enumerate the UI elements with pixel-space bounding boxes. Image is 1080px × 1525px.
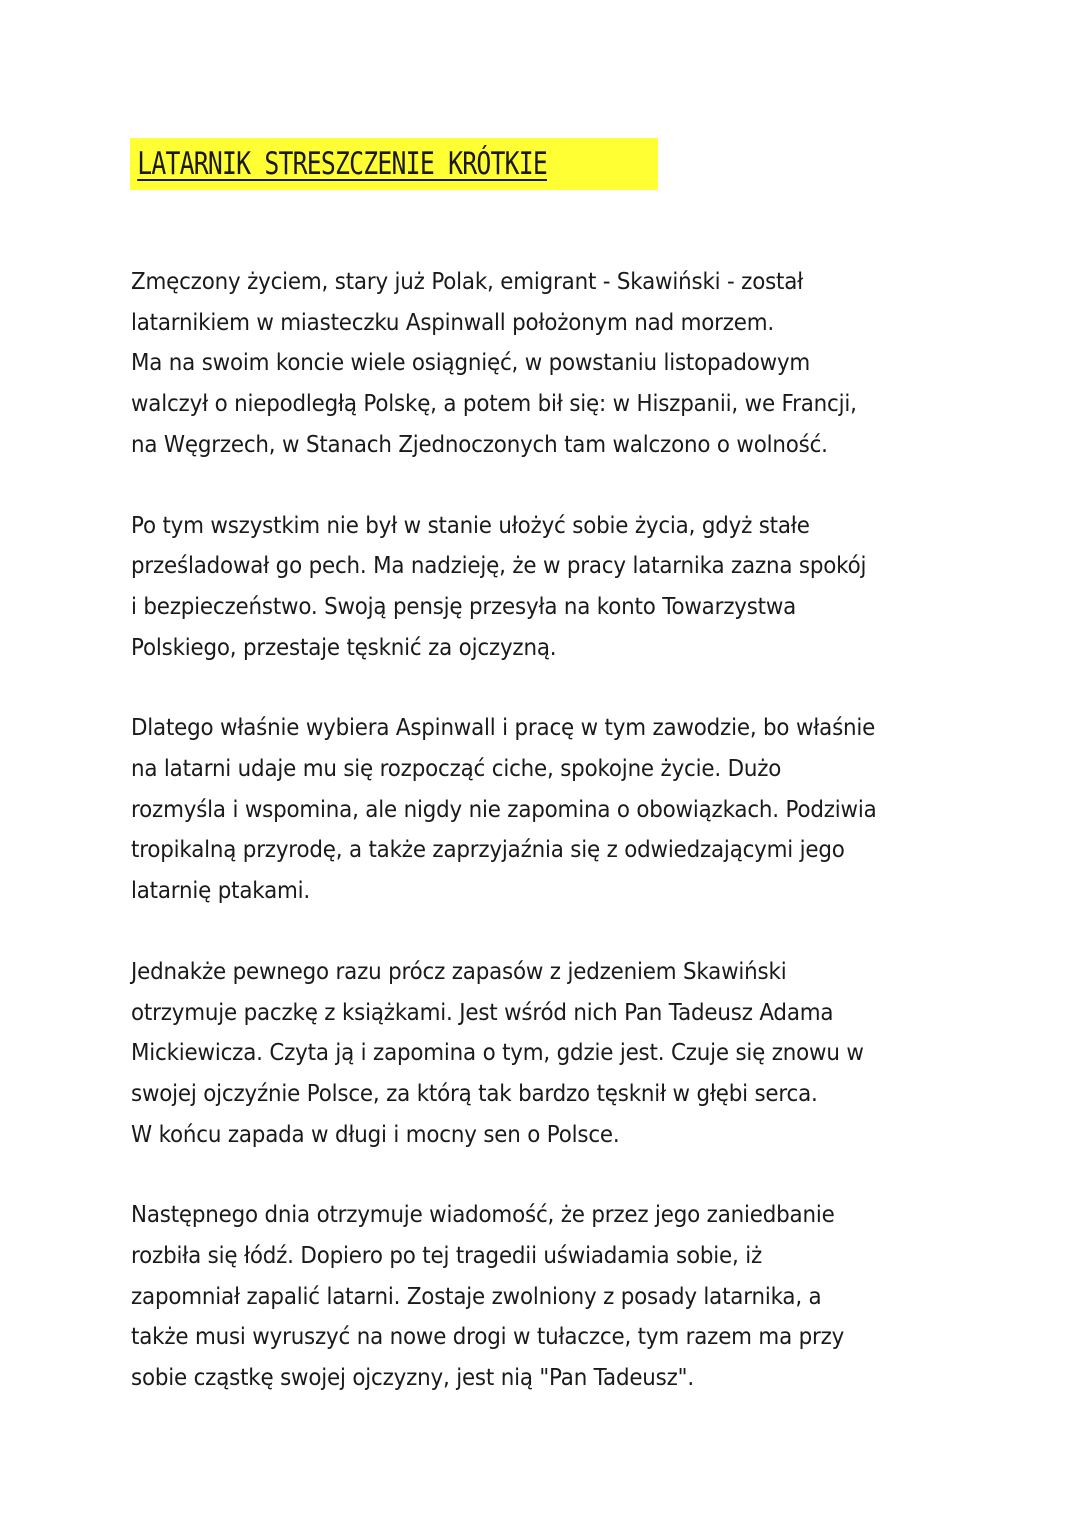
- text-line: Dlatego właśnie wybiera Aspinwall i pracę w tym zawodzie, bo właśnie: [131, 715, 876, 742]
- text-line: latarnikiem w miasteczku Aspinwall położonym nad morzem.: [131, 309, 775, 336]
- text-line: rozbiła się łódź. Dopiero po tej tragedii uświadamia sobie, iż: [131, 1243, 763, 1270]
- text-line: na Węgrzech, w Stanach Zjednoczonych tam walczono o wolność.: [131, 431, 828, 458]
- text-line: Następnego dnia otrzymuje wiadomość, że przez jego zaniedbanie: [131, 1202, 835, 1229]
- paragraph: [131, 952, 961, 1156]
- text-line: Zmęczony życiem, stary już Polak, emigrant - Skawiński - został: [131, 269, 804, 295]
- text-line: rozmyśla i wspomina, ale nigdy nie zapomina o obowiązkach. Podziwia: [131, 796, 877, 823]
- document-title: LATARNIK STRESZCZENIE KRÓTKIE: [137, 146, 547, 182]
- text-line: także musi wyruszyć na nowe drogi w tułaczce, tym razem ma przy: [131, 1324, 845, 1351]
- text-line: Ma na swoim koncie wiele osiągnięć, w powstaniu listopadowym: [131, 350, 811, 377]
- text-line: Polskiego, przestaje tęsknić za ojczyzną.: [131, 634, 557, 661]
- text-line: W końcu zapada w długi i mocny sen o Polsce.: [131, 1121, 620, 1148]
- text-line: latarnię ptakami.: [131, 878, 311, 905]
- text-line: sobie cząstkę swojej ojczyzny, jest nią "Pan Tadeusz".: [131, 1365, 694, 1392]
- text-line: Mickiewicza. Czyta ją i zapomina o tym, gdzie jest. Czuje się znowu w: [131, 1040, 864, 1067]
- paragraph: [131, 506, 961, 669]
- text-line: tropikalną przyrodę, a także zaprzyjaźnia się z odwiedzającymi jego: [131, 837, 845, 864]
- paragraph: [131, 262, 961, 466]
- text-line: walczył o niepodległą Polskę, a potem bił się: w Hiszpanii, we Francji,: [131, 391, 857, 418]
- paragraph: [131, 1195, 961, 1399]
- text-line: zapomniał zapalić latarni. Zostaje zwolniony z posady latarnika, a: [131, 1283, 822, 1310]
- paragraph: [131, 708, 961, 912]
- document-body: [131, 262, 961, 1439]
- text-line: na latarni udaje mu się rozpocząć ciche, spokojne życie. Dużo: [131, 756, 782, 783]
- text-line: i bezpieczeństwo. Swoją pensję przesyła na konto Towarzystwa: [131, 593, 797, 620]
- text-line: otrzymuje paczkę z książkami. Jest wśród nich Pan Tadeusz Adama: [131, 999, 834, 1026]
- text-line: prześladował go pech. Ma nadzieję, że w pracy latarnika zazna spokój: [131, 553, 867, 580]
- text-line: Po tym wszystkim nie był w stanie ułożyć sobie życia, gdyż stałe: [131, 512, 810, 539]
- title-highlight: [130, 138, 658, 190]
- text-line: Jednakże pewnego razu prócz zapasów z jedzeniem Skawiński: [131, 958, 787, 985]
- text-line: swojej ojczyźnie Polsce, za którą tak bardzo tęsknił w głębi serca.: [131, 1080, 818, 1107]
